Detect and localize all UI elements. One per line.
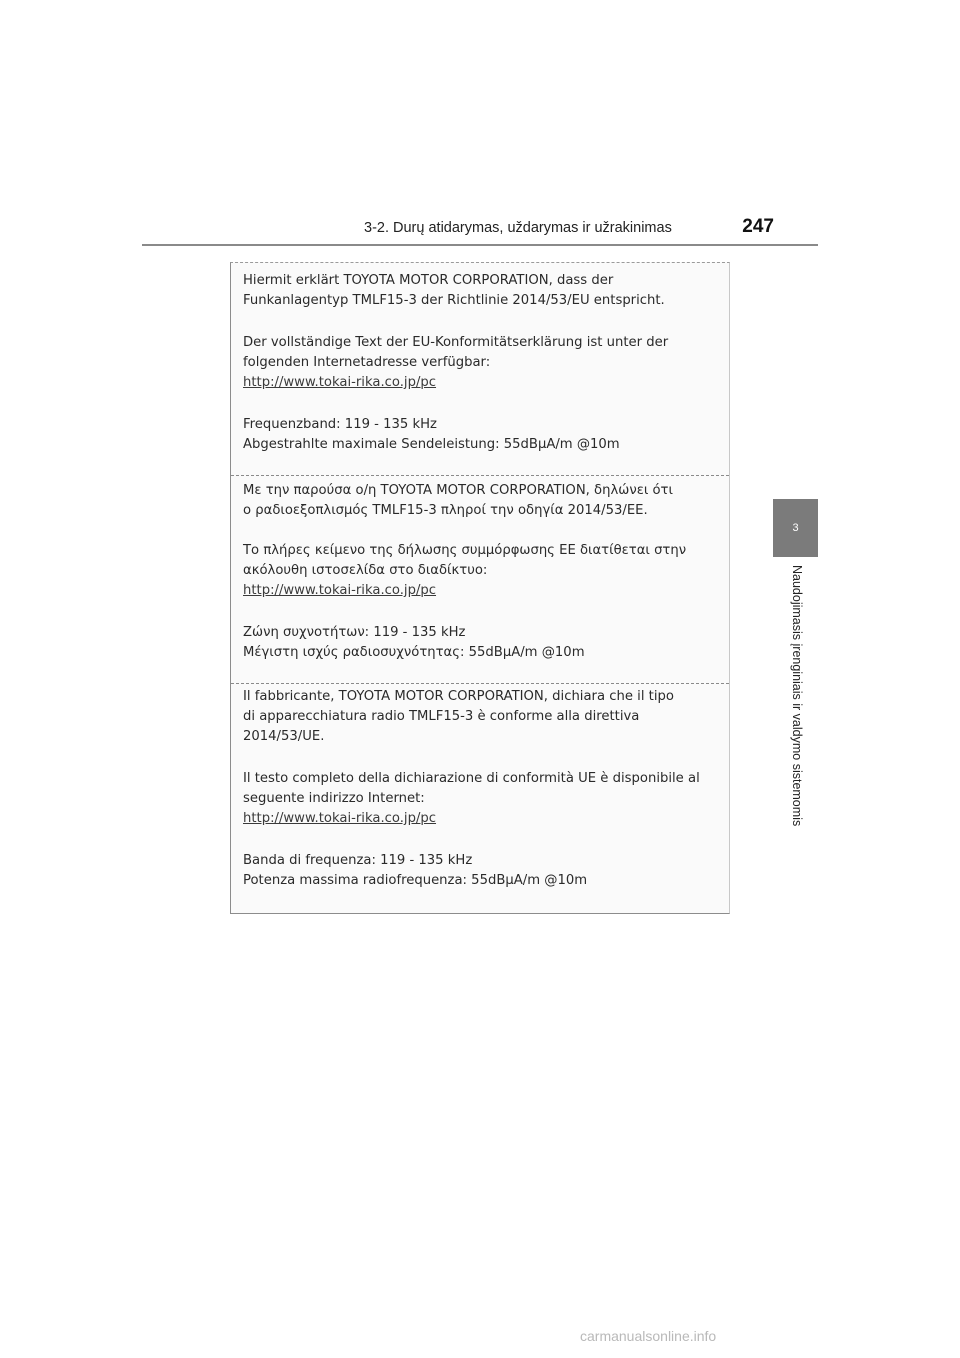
de-statement-line-1: Hiermit erklärt TOYOTA MOTOR CORPORATION, dass der bbox=[243, 273, 614, 288]
it-statement-line-3: 2014/53/UE. bbox=[243, 729, 325, 744]
section-title: 3-2. Durų atidarymas, uždarymas ir užrakinimas bbox=[364, 220, 672, 236]
chapter-number: 3 bbox=[792, 522, 799, 534]
page-header bbox=[142, 216, 818, 246]
de-frequency: Frequenzband: 119 - 135 kHz bbox=[243, 417, 437, 432]
de-fulltext-line-1: Der vollständige Text der EU-Konformitätserklärung ist unter der bbox=[243, 335, 669, 350]
section-divider bbox=[231, 683, 729, 684]
declaration-box bbox=[230, 262, 730, 914]
it-fulltext-line-1: Il testo completo della dichiarazione di conformità UE è disponibile al bbox=[243, 771, 700, 786]
watermark: carmanualsonline.info bbox=[580, 1328, 717, 1344]
it-fulltext-line-2: seguente indirizzo Internet: bbox=[243, 791, 425, 806]
de-fulltext-line-2: folgenden Internetadresse verfügbar: bbox=[243, 355, 491, 370]
it-statement-line-1: Il fabbricante, TOYOTA MOTOR CORPORATION, dichiara che il tipo bbox=[243, 689, 674, 704]
de-url-link[interactable]: http://www.tokai-rika.co.jp/pc bbox=[243, 375, 437, 390]
el-url-link[interactable]: http://www.tokai-rika.co.jp/pc bbox=[243, 583, 437, 598]
it-frequency: Banda di frequenza: 119 - 135 kHz bbox=[243, 853, 473, 868]
el-fulltext-line-1: Το πλήρες κείμενο της δήλωσης συμμόρφωσης ΕΕ διατίθεται στην bbox=[243, 543, 687, 558]
it-power: Potenza massima radiofrequenza: 55dBμA/m @10m bbox=[243, 873, 588, 888]
el-statement-line-1: Με την παρούσα ο/η TOYOTA MOTOR CORPORATION, δηλώνει ότι bbox=[243, 483, 673, 498]
header-rule bbox=[142, 244, 818, 246]
chapter-tab bbox=[773, 499, 818, 557]
el-power: Μέγιστη ισχύς ραδιοσυχνότητας: 55dBμA/m @10m bbox=[243, 645, 585, 660]
it-url-link[interactable]: http://www.tokai-rika.co.jp/pc bbox=[243, 811, 437, 826]
de-power: Abgestrahlte maximale Sendeleistung: 55dBμA/m @10m bbox=[243, 437, 620, 452]
section-divider bbox=[231, 475, 729, 476]
el-fulltext-line-2: ακόλουθη ιστοσελίδα στο διαδίκτυο: bbox=[243, 563, 488, 578]
de-statement-line-2: Funkanlagentyp TMLF15-3 der Richtlinie 2014/53/EU entspricht. bbox=[243, 293, 665, 308]
it-statement-line-2: di apparecchiatura radio TMLF15-3 è conforme alla direttiva bbox=[243, 709, 640, 724]
chapter-title: Naudojimasis įrenginiais ir valdymo sistemomis bbox=[790, 565, 804, 827]
el-statement-line-2: ο ραδιοεξοπλισμός TMLF15-3 πληροί την οδηγία 2014/53/ΕΕ. bbox=[243, 503, 648, 518]
page-number: 247 bbox=[742, 216, 774, 237]
el-frequency: Ζώνη συχνοτήτων: 119 - 135 kHz bbox=[243, 625, 466, 640]
